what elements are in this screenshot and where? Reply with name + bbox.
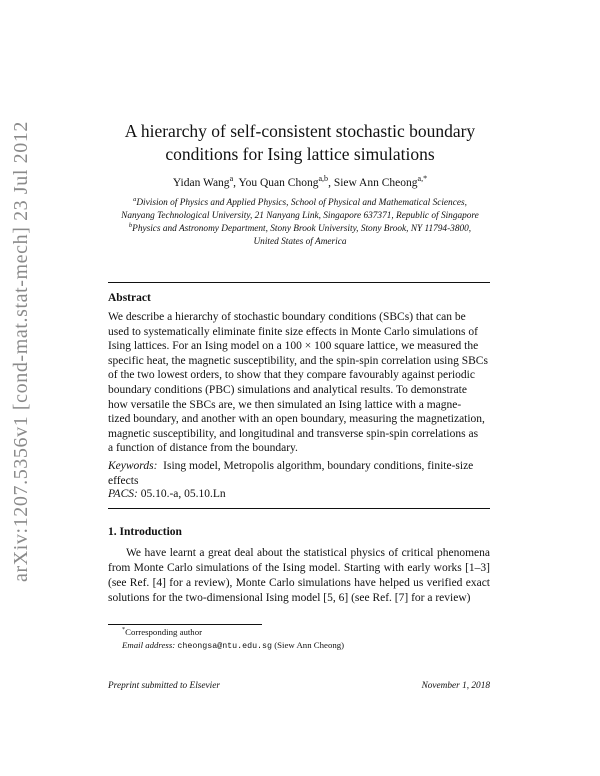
author-list: Yidan Wang$^a$, You Quan Chong$^{a,b}$, Siew Ann Cheong$^{a,*}$ <box>172 174 428 189</box>
affiliation-b-cont: United States of America <box>253 237 347 247</box>
abstract-line: Ising lattices. For an Ising model on a 100 × 100 square lattice, we measured the <box>108 340 479 353</box>
author-name: You Quan Chong <box>238 177 319 189</box>
email-label: Email address: <box>122 640 176 650</box>
introduction-paragraph <box>108 546 490 606</box>
abstract-line: We describe a hierarchy of stochastic boundary conditions (SBCs) that can be <box>108 311 466 323</box>
title-line-1: A hierarchy of self-consistent stochastic boundary <box>124 121 476 141</box>
affiliations <box>92 197 508 249</box>
pacs-label: PACS: <box>108 488 138 500</box>
keywords-label: Keywords: <box>108 460 158 472</box>
keywords <box>108 459 490 488</box>
title-line-2: conditions for Ising lattice simulations <box>165 144 435 164</box>
abstract-line: magnetic susceptibility, and longitudinal and transverse spin-spin correlations as <box>108 427 479 440</box>
affiliation-a-cont: Nanyang Technological University, 21 Nanyang Link, Singapore 637371, Republic of Singapore <box>121 211 479 221</box>
intro-line: We have learnt a great deal about the statistical physics of critical phenomena <box>126 547 490 559</box>
affiliation-b: $^b$Physics and Astronomy Department, Stony Brook University, Stony Brook, NY 11794-3800, <box>128 221 472 234</box>
abstract-line: used to systematically eliminate finite size effects in Monte Carlo simulations of <box>108 325 478 338</box>
pacs-text: 05.10.-a, 05.10.Ln <box>140 488 226 500</box>
abstract-line: tized boundary, and another with an open boundary, measuring the magnetization, <box>108 413 485 426</box>
email-owner: (Siew Ann Cheong) <box>274 640 345 650</box>
abstract-line: how versatile the SBCs are, we then simulated an Ising lattice with a magne- <box>108 398 462 411</box>
footnote-corresponding <box>122 627 202 637</box>
email-address-link[interactable]: cheongsa@ntu.edu.sg <box>177 642 272 651</box>
author-name: Yidan Wang <box>172 177 230 189</box>
abstract-line: of the two lowest orders, to show that they compare favourably against periodic <box>108 369 475 382</box>
footnote-mark: * <box>122 627 126 634</box>
author-affiliation-mark: a <box>229 174 234 184</box>
footnote-rule <box>108 624 262 625</box>
paper-title <box>60 120 540 166</box>
preprint-date: November 1, 2018 <box>421 681 490 691</box>
author-affiliation-mark: a,b <box>318 174 329 184</box>
abstract-bottom-rule <box>108 508 490 509</box>
abstract-line: boundary conditions (PBC) simulations and analytical results. To demonstrate <box>108 383 467 396</box>
author-name: Siew Ann Cheong <box>333 177 418 189</box>
footnote-corresponding-text: Corresponding author <box>125 627 203 637</box>
abstract-heading: Abstract <box>108 292 151 304</box>
author-affiliation-mark: a,* <box>417 174 428 184</box>
pacs-codes <box>108 488 226 500</box>
arxiv-identifier-stamp: arXiv:1207.5356v1 [cond-mat.stat-mech] 23 Jul 2012 <box>10 120 32 582</box>
abstract-top-rule <box>108 282 490 283</box>
intro-line: (see Ref. [4] for a review), Monte Carlo simulations have helped us verified exact <box>108 577 490 589</box>
abstract-line: specific heat, the magnetic susceptibility, and the spin-spin correlation using SBCs <box>108 354 488 367</box>
keywords-text: Ising model, Metropolis algorithm, boundary conditions, finite-size effects <box>108 460 474 487</box>
preprint-note: Preprint submitted to Elsevier <box>108 681 220 691</box>
section-heading-introduction: 1. Introduction <box>108 526 182 538</box>
intro-line: solutions for the two-dimensional Ising model [5, 6] (see Ref. [7] for a review) <box>108 592 471 604</box>
affiliation-a: $^a$Division of Physics and Applied Physics, School of Physical and Mathematical Sciences, <box>133 195 467 208</box>
abstract-line: a function of distance from the boundary. <box>108 442 298 455</box>
abstract-body <box>108 310 490 456</box>
intro-line: from Monte Carlo simulations of the Ising model. Starting with early works [1–3] <box>108 562 490 574</box>
footnote-email <box>122 640 344 651</box>
